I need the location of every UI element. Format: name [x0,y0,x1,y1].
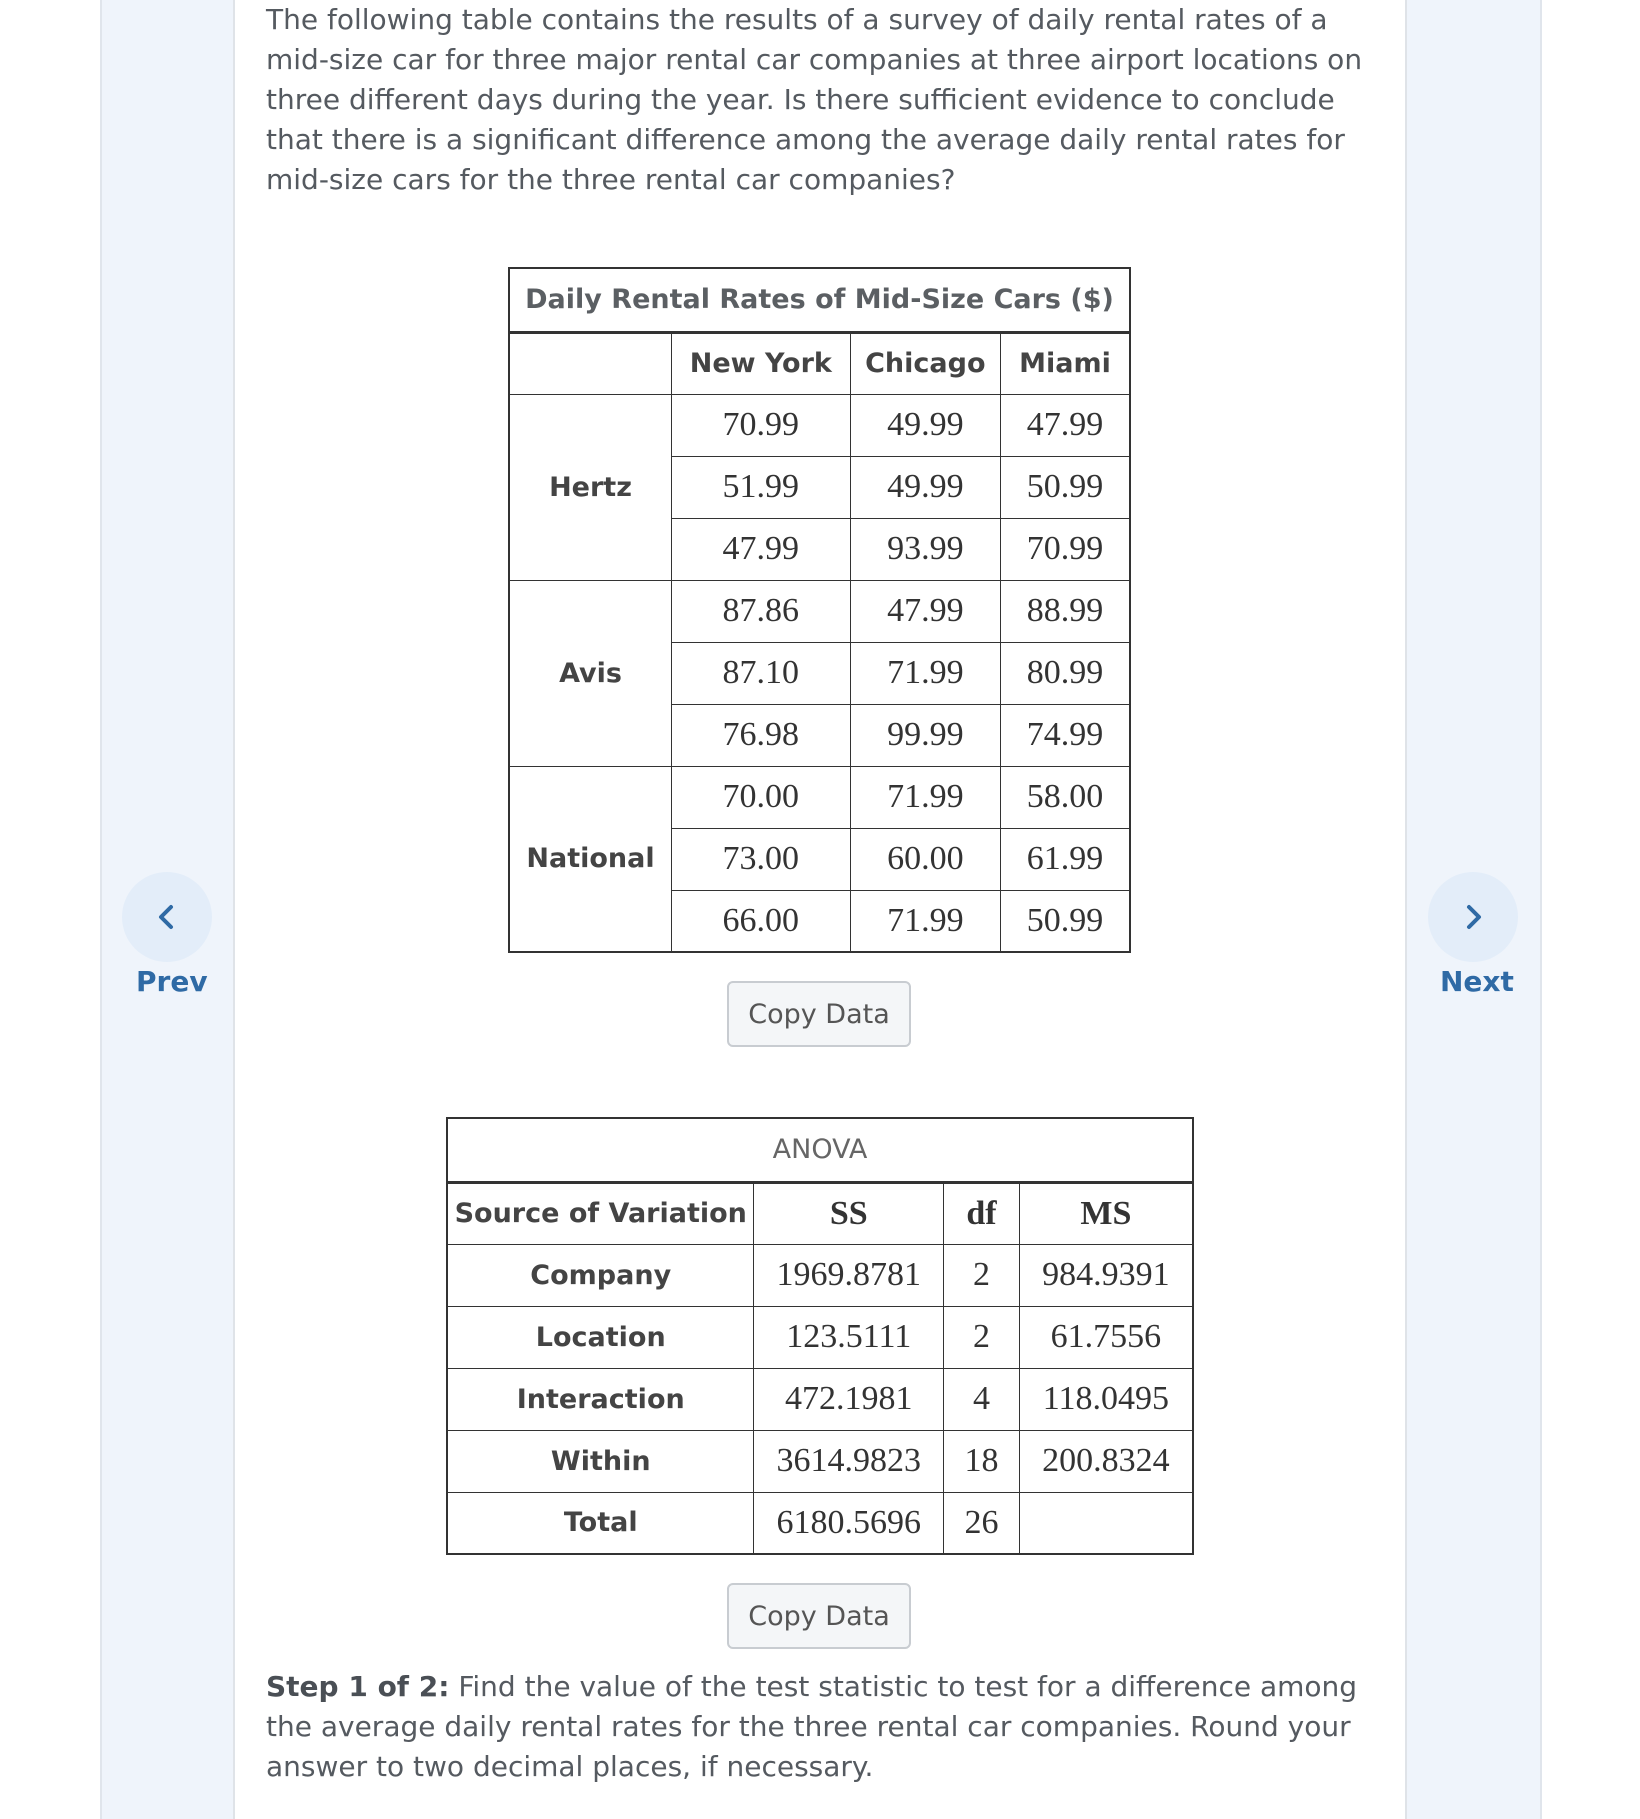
table-cell: 26 [944,1492,1020,1554]
table-cell: Company [447,1244,754,1306]
chevron-right-icon [1458,902,1488,932]
table-cell: 1969.8781 [754,1244,944,1306]
table-row [447,1492,1193,1554]
row-group-label: Hertz [509,394,672,580]
table-cell: Location [447,1306,754,1368]
table-cell: 472.1981 [754,1368,944,1430]
table-cell: 80.99 [1001,642,1130,704]
anova-table [446,1117,1194,1555]
column-header: df [944,1182,1020,1244]
table-cell [1019,1492,1193,1554]
empty-corner-cell [509,332,672,394]
table-row [447,1306,1193,1368]
table-row [509,580,1130,642]
row-group-label: Avis [509,580,672,766]
table-cell: 984.9391 [1019,1244,1193,1306]
column-header: Chicago [850,332,1000,394]
step-label: Step 1 of 2: [266,1670,450,1703]
table-cell: 70.99 [1001,518,1130,580]
prev-button[interactable] [122,872,212,962]
chevron-left-icon [152,902,182,932]
table-cell: 73.00 [672,828,851,890]
table-cell: 66.00 [672,890,851,952]
table-row [447,1430,1193,1492]
table-cell: Within [447,1430,754,1492]
table-cell: 71.99 [850,890,1000,952]
table-cell: 61.99 [1001,828,1130,890]
table-cell: Total [447,1492,754,1554]
table-row [509,394,1130,456]
table-cell: 93.99 [850,518,1000,580]
column-header: Miami [1001,332,1130,394]
rental-rates-table [508,267,1131,953]
table-cell: 2 [944,1306,1020,1368]
table-row [509,766,1130,828]
column-header: Source of Variation [447,1182,754,1244]
column-header: New York [672,332,851,394]
table-cell: 99.99 [850,704,1000,766]
table-cell: 87.86 [672,580,851,642]
prev-label[interactable]: Prev [136,965,208,998]
table-cell: 49.99 [850,394,1000,456]
table-cell: 51.99 [672,456,851,518]
table-cell: 49.99 [850,456,1000,518]
table-cell: 6180.5696 [754,1492,944,1554]
table-cell: 3614.9823 [754,1430,944,1492]
table-cell: 50.99 [1001,456,1130,518]
table-cell: 4 [944,1368,1020,1430]
table-cell: 200.8324 [1019,1430,1193,1492]
table-row [447,1368,1193,1430]
table-cell: 47.99 [672,518,851,580]
table-cell: 87.10 [672,642,851,704]
step-text: Find the value of the test statistic to test for a difference among the average daily rental rates for the three rental car companies. Round your answer to two decimal places, if necessary. [266,1670,1358,1783]
table-cell: 50.99 [1001,890,1130,952]
column-header: MS [1019,1182,1193,1244]
copy-data-button[interactable]: Copy Data [727,981,911,1047]
table-cell: 70.99 [672,394,851,456]
row-group-label: National [509,766,672,952]
anova-table-caption: ANOVA [447,1118,1193,1182]
column-header: SS [754,1182,944,1244]
rental-table-caption: Daily Rental Rates of Mid-Size Cars ($) [509,268,1130,332]
table-cell: 71.99 [850,642,1000,704]
table-cell: 47.99 [1001,394,1130,456]
step-instructions [266,1667,1386,1787]
table-cell: 74.99 [1001,704,1130,766]
table-cell: 2 [944,1244,1020,1306]
copy-data-button[interactable]: Copy Data [727,1583,911,1649]
table-cell: 58.00 [1001,766,1130,828]
table-cell: Interaction [447,1368,754,1430]
table-row [447,1244,1193,1306]
table-cell: 61.7556 [1019,1306,1193,1368]
table-cell: 118.0495 [1019,1368,1193,1430]
table-cell: 60.00 [850,828,1000,890]
table-cell: 88.99 [1001,580,1130,642]
table-cell: 70.00 [672,766,851,828]
intro-paragraph: The following table contains the results of a survey of daily rental rates of a mid-size car for three major rental car companies at three airport locations on three different days during the year. Is there sufficient evidence to conclude that there is a significant difference among the average daily rental rates for mid-size cars for the three rental car companies? [266,3,1363,196]
table-cell: 18 [944,1430,1020,1492]
table-cell: 47.99 [850,580,1000,642]
next-button[interactable] [1428,872,1518,962]
table-cell: 76.98 [672,704,851,766]
table-cell: 71.99 [850,766,1000,828]
next-label[interactable]: Next [1440,965,1514,998]
table-cell: 123.5111 [754,1306,944,1368]
